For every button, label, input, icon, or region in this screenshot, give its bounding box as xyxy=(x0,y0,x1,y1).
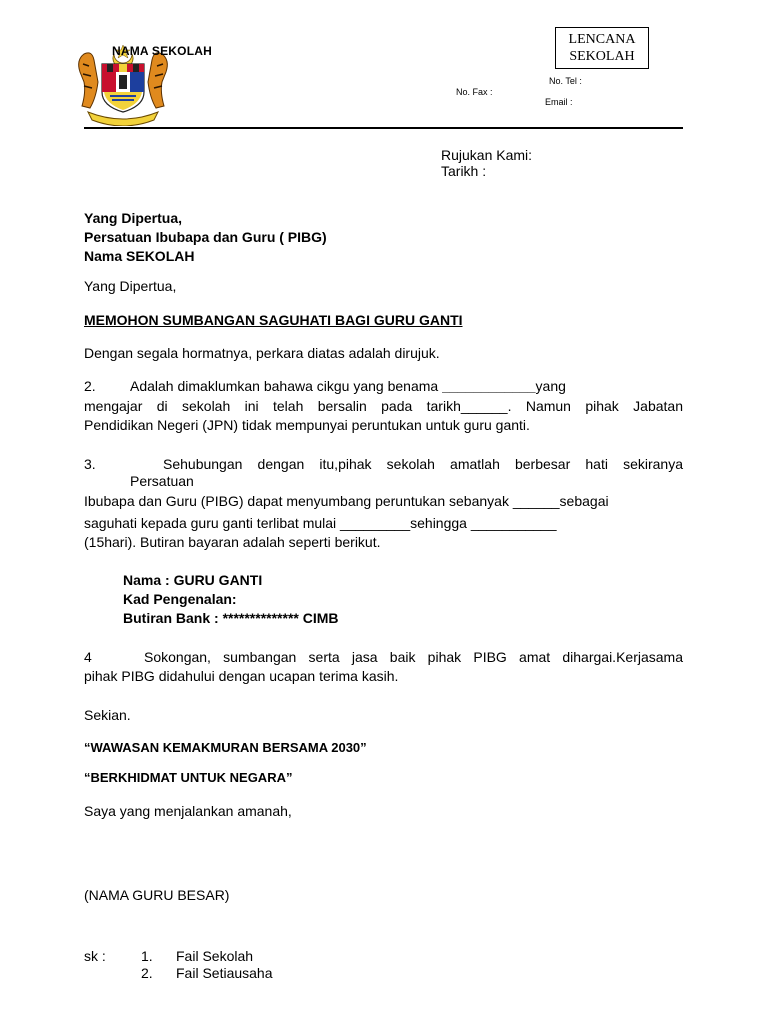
fax-label: No. Fax : xyxy=(456,87,493,97)
para3-line4: saguhati kepada guru ganti terlibat mulai _________sehingga ___________ xyxy=(84,515,557,531)
email-label: Email : xyxy=(545,97,573,107)
details-block xyxy=(123,571,339,628)
para4-line2: pihak PIBG didahului dengan ucapan terima kasih. xyxy=(84,668,399,684)
para3-line1: Sehubungan dengan itu,pihak sekolah amatlah berbesar hati sekiranya xyxy=(163,456,683,472)
motto-wawasan: “WAWASAN KEMAKMURAN BERSAMA 2030” xyxy=(84,740,367,755)
intro-paragraph: Dengan segala hormatnya, perkara diatas adalah dirujuk. xyxy=(84,345,440,361)
header-divider xyxy=(84,127,683,129)
motto-berkhidmat: “BERKHIDMAT UNTUK NEGARA” xyxy=(84,770,293,785)
sekian-text: Sekian. xyxy=(84,707,131,723)
cc-item-1-text: Fail Sekolah xyxy=(176,948,254,964)
para4-number: 4 xyxy=(84,649,92,665)
details-nama: Nama : GURU GANTI xyxy=(123,572,263,588)
para3-line2: Persatuan xyxy=(130,473,194,489)
cc-item-2-text: Fail Setiausaha xyxy=(176,965,273,981)
para2-line2: mengajar di sekolah ini telah bersalin pada tarikh______. Namun pihak Jabatan xyxy=(84,398,683,414)
school-name: NAMA SEKOLAH xyxy=(112,44,212,58)
cc-item-1-number: 1. xyxy=(141,948,153,964)
para3-number: 3. xyxy=(84,456,96,472)
para2-line1 xyxy=(130,377,566,396)
reference-block xyxy=(441,147,532,179)
tarikh-label: Tarikh : xyxy=(441,163,487,179)
para2-line1-end: yang xyxy=(535,378,566,394)
signatory-name: (NAMA GURU BESAR) xyxy=(84,887,230,903)
recipient-school: Nama SEKOLAH xyxy=(84,248,195,264)
badge-line-1: LENCANA xyxy=(568,32,636,47)
para2-number: 2. xyxy=(84,378,96,394)
badge-line-2: SEKOLAH xyxy=(569,49,635,64)
recipient-title: Yang Dipertua, xyxy=(84,210,183,226)
cc-item-2-number: 2. xyxy=(141,965,153,981)
para4-line1: Sokongan, sumbangan serta jasa baik pihak PIBG amat dihargai.Kerjasama xyxy=(144,649,683,665)
para2-line1-text: Adalah dimaklumkan bahawa cikgu yang benama xyxy=(130,378,443,394)
rujukan-label: Rujukan Kami: xyxy=(441,147,533,163)
recipient-address xyxy=(84,209,327,266)
details-kad-pengenalan: Kad Pengenalan: xyxy=(123,591,237,607)
school-badge-placeholder xyxy=(555,27,649,69)
name-blank: ____________ xyxy=(442,378,536,394)
salutation: Yang Dipertua, xyxy=(84,278,177,294)
cc-label: sk : xyxy=(84,948,106,964)
para3-line5: (15hari). Butiran bayaran adalah seperti berikut. xyxy=(84,534,381,550)
tel-label: No. Tel : xyxy=(549,76,582,86)
subject-heading: MEMOHON SUMBANGAN SAGUHATI BAGI GURU GANTI xyxy=(84,312,463,328)
closing-amanah: Saya yang menjalankan amanah, xyxy=(84,803,292,819)
para3-line3: Ibubapa dan Guru (PIBG) dapat menyumbang peruntukan sebanyak ______sebagai xyxy=(84,493,609,509)
para2-line3: Pendidikan Negeri (JPN) tidak mempunyai peruntukan untuk guru ganti. xyxy=(84,417,530,433)
details-bank: Butiran Bank : ************** CIMB xyxy=(123,610,339,626)
recipient-org: Persatuan Ibubapa dan Guru ( PIBG) xyxy=(84,229,327,245)
